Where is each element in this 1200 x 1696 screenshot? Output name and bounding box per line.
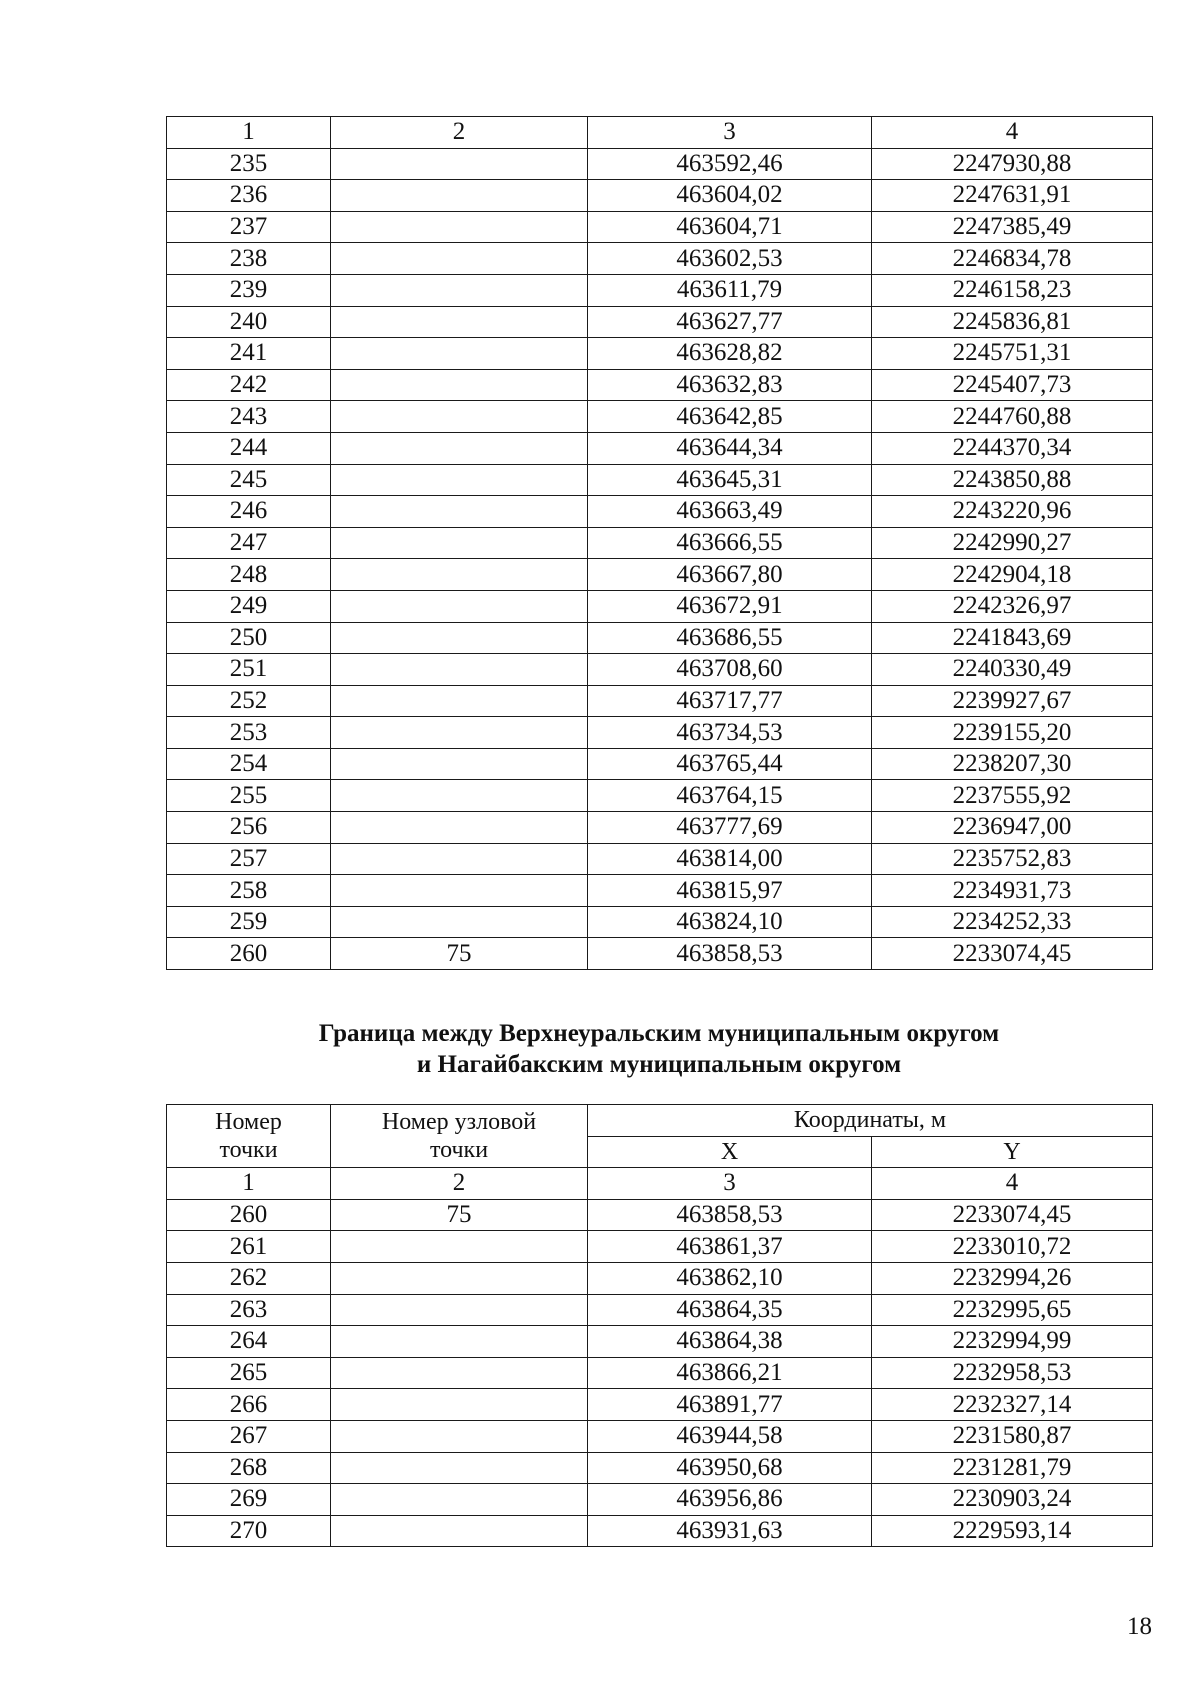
x-coordinate-cell: 463891,77 <box>588 1389 872 1421</box>
y-coordinate-cell: 2233010,72 <box>872 1231 1153 1263</box>
point-number-cell: 248 <box>167 559 331 591</box>
point-number-cell: 259 <box>167 906 331 938</box>
y-coordinate-cell: 2243220,96 <box>872 496 1153 528</box>
table-row <box>167 685 1153 717</box>
table-row <box>167 369 1153 401</box>
x-coordinate-cell: 463644,34 <box>588 432 872 464</box>
x-coordinate-cell: 463944,58 <box>588 1420 872 1452</box>
y-coordinate-cell: 2231580,87 <box>872 1420 1153 1452</box>
node-point-cell <box>331 243 588 275</box>
point-number-cell: 253 <box>167 717 331 749</box>
node-point-cell <box>331 338 588 370</box>
node-point-cell <box>331 1294 588 1326</box>
node-point-cell <box>331 812 588 844</box>
page-number: 18 <box>1127 1613 1152 1640</box>
x-coordinate-cell: 463672,91 <box>588 590 872 622</box>
header-y: Y <box>872 1136 1153 1168</box>
y-coordinate-cell: 2242990,27 <box>872 527 1153 559</box>
point-number-cell: 240 <box>167 306 331 338</box>
section-heading-line-2: и Нагайбакским муниципальным округом <box>416 1051 902 1078</box>
node-point-cell <box>331 496 588 528</box>
point-number-cell: 268 <box>167 1452 331 1484</box>
x-coordinate-cell: 463864,35 <box>588 1294 872 1326</box>
point-number-cell: 265 <box>167 1357 331 1389</box>
x-coordinate-cell: 463666,55 <box>588 527 872 559</box>
y-coordinate-cell: 2247385,49 <box>872 211 1153 243</box>
point-number-cell: 260 <box>167 1199 331 1231</box>
table-row <box>167 1294 1153 1326</box>
x-coordinate-cell: 463864,38 <box>588 1326 872 1358</box>
node-point-cell <box>331 559 588 591</box>
point-number-cell: 242 <box>167 369 331 401</box>
y-coordinate-cell: 2232958,53 <box>872 1357 1153 1389</box>
node-point-cell <box>331 622 588 654</box>
x-coordinate-cell: 463663,49 <box>588 496 872 528</box>
point-number-cell: 252 <box>167 685 331 717</box>
node-point-cell <box>331 780 588 812</box>
table-row <box>167 559 1153 591</box>
node-point-cell <box>331 148 588 180</box>
point-number-cell: 237 <box>167 211 331 243</box>
y-coordinate-cell: 2240330,49 <box>872 654 1153 686</box>
x-coordinate-cell: 463602,53 <box>588 243 872 275</box>
y-coordinate-cell: 2235752,83 <box>872 843 1153 875</box>
node-point-cell <box>331 1484 588 1516</box>
x-coordinate-cell: 463931,63 <box>588 1515 872 1547</box>
x-coordinate-cell: 463642,85 <box>588 401 872 433</box>
point-number-cell: 235 <box>167 148 331 180</box>
y-coordinate-cell: 2236947,00 <box>872 812 1153 844</box>
node-point-cell: 75 <box>331 938 588 970</box>
table-row <box>167 812 1153 844</box>
point-number-cell: 245 <box>167 464 331 496</box>
y-coordinate-cell: 2243850,88 <box>872 464 1153 496</box>
x-coordinate-cell: 463862,10 <box>588 1262 872 1294</box>
point-number-cell: 246 <box>167 496 331 528</box>
section-heading-line-1: Граница между Верхнеуральским муниципальным округом <box>318 1020 1000 1047</box>
x-coordinate-cell: 463858,53 <box>588 938 872 970</box>
x-coordinate-cell: 463667,80 <box>588 559 872 591</box>
table-row <box>167 906 1153 938</box>
node-point-cell <box>331 717 588 749</box>
point-number-cell: 256 <box>167 812 331 844</box>
y-coordinate-cell: 2232994,99 <box>872 1326 1153 1358</box>
node-point-cell <box>331 1389 588 1421</box>
x-coordinate-cell: 463708,60 <box>588 654 872 686</box>
y-coordinate-cell: 2247631,91 <box>872 180 1153 212</box>
point-number-cell: 257 <box>167 843 331 875</box>
x-coordinate-cell: 463604,02 <box>588 180 872 212</box>
table-row <box>167 590 1153 622</box>
y-coordinate-cell: 2238207,30 <box>872 748 1153 780</box>
x-coordinate-cell: 463632,83 <box>588 369 872 401</box>
x-coordinate-cell: 463764,15 <box>588 780 872 812</box>
point-number-cell: 239 <box>167 274 331 306</box>
table-row <box>167 1389 1153 1421</box>
node-point-cell <box>331 685 588 717</box>
table-row <box>167 622 1153 654</box>
node-point-cell <box>331 875 588 907</box>
node-point-cell <box>331 1515 588 1547</box>
column-number-row <box>167 117 1153 149</box>
y-coordinate-cell: 2239927,67 <box>872 685 1153 717</box>
table-row <box>167 748 1153 780</box>
point-number-cell: 261 <box>167 1231 331 1263</box>
header-coordinates: Координаты, м <box>588 1105 1153 1137</box>
y-coordinate-cell: 2232994,26 <box>872 1262 1153 1294</box>
point-number-cell: 264 <box>167 1326 331 1358</box>
y-coordinate-cell: 2244760,88 <box>872 401 1153 433</box>
x-coordinate-cell: 463592,46 <box>588 148 872 180</box>
y-coordinate-cell: 2233074,45 <box>872 1199 1153 1231</box>
header-row-1 <box>167 1105 1153 1137</box>
x-coordinate-cell: 463686,55 <box>588 622 872 654</box>
x-coordinate-cell: 463777,69 <box>588 812 872 844</box>
y-coordinate-cell: 2231281,79 <box>872 1452 1153 1484</box>
point-number-cell: 243 <box>167 401 331 433</box>
y-coordinate-cell: 2232995,65 <box>872 1294 1153 1326</box>
table-row <box>167 654 1153 686</box>
y-coordinate-cell: 2229593,14 <box>872 1515 1153 1547</box>
y-coordinate-cell: 2245407,73 <box>872 369 1153 401</box>
table-row <box>167 432 1153 464</box>
x-coordinate-cell: 463824,10 <box>588 906 872 938</box>
table-row <box>167 338 1153 370</box>
node-point-cell <box>331 527 588 559</box>
coordinates-table-body <box>167 117 1153 970</box>
node-point-cell <box>331 748 588 780</box>
point-number-cell: 267 <box>167 1420 331 1452</box>
y-coordinate-cell: 2242904,18 <box>872 559 1153 591</box>
column-number-1: 1 <box>167 1168 331 1200</box>
node-point-cell <box>331 1420 588 1452</box>
node-point-cell <box>331 432 588 464</box>
column-number-row <box>167 1168 1153 1200</box>
node-point-cell <box>331 1231 588 1263</box>
x-coordinate-cell: 463858,53 <box>588 1199 872 1231</box>
y-coordinate-cell: 2246834,78 <box>872 243 1153 275</box>
point-number-cell: 251 <box>167 654 331 686</box>
node-point-cell <box>331 654 588 686</box>
point-number-cell: 258 <box>167 875 331 907</box>
y-coordinate-cell: 2246158,23 <box>872 274 1153 306</box>
section-heading <box>166 1018 1152 1080</box>
node-point-cell <box>331 464 588 496</box>
table-row <box>167 274 1153 306</box>
column-number-2: 2 <box>331 117 588 149</box>
boundary-coordinates-table-body <box>167 1105 1153 1547</box>
x-coordinate-cell: 463604,71 <box>588 211 872 243</box>
column-number-2: 2 <box>331 1168 588 1200</box>
node-point-cell <box>331 180 588 212</box>
y-coordinate-cell: 2244370,34 <box>872 432 1153 464</box>
table-row <box>167 243 1153 275</box>
point-number-cell: 250 <box>167 622 331 654</box>
node-point-cell <box>331 211 588 243</box>
table-row <box>167 1420 1153 1452</box>
table-row <box>167 1484 1153 1516</box>
x-coordinate-cell: 463950,68 <box>588 1452 872 1484</box>
node-point-cell <box>331 843 588 875</box>
point-number-cell: 244 <box>167 432 331 464</box>
point-number-cell: 254 <box>167 748 331 780</box>
column-number-4: 4 <box>872 1168 1153 1200</box>
point-number-cell: 249 <box>167 590 331 622</box>
table-row <box>167 1357 1153 1389</box>
table-row <box>167 496 1153 528</box>
node-point-cell <box>331 1326 588 1358</box>
node-point-cell <box>331 401 588 433</box>
table-row <box>167 211 1153 243</box>
x-coordinate-cell: 463645,31 <box>588 464 872 496</box>
table-row <box>167 527 1153 559</box>
x-coordinate-cell: 463815,97 <box>588 875 872 907</box>
table-row <box>167 148 1153 180</box>
point-number-cell: 238 <box>167 243 331 275</box>
column-number-1: 1 <box>167 117 331 149</box>
x-coordinate-cell: 463611,79 <box>588 274 872 306</box>
node-point-cell <box>331 1262 588 1294</box>
node-point-cell <box>331 1452 588 1484</box>
y-coordinate-cell: 2230903,24 <box>872 1484 1153 1516</box>
table-row <box>167 843 1153 875</box>
point-number-cell: 241 <box>167 338 331 370</box>
table-row <box>167 1262 1153 1294</box>
point-number-cell: 266 <box>167 1389 331 1421</box>
y-coordinate-cell: 2234252,33 <box>872 906 1153 938</box>
header-point-number: Номер точки <box>167 1105 331 1168</box>
y-coordinate-cell: 2247930,88 <box>872 148 1153 180</box>
point-number-cell: 262 <box>167 1262 331 1294</box>
y-coordinate-cell: 2232327,14 <box>872 1389 1153 1421</box>
point-number-cell: 270 <box>167 1515 331 1547</box>
node-point-cell <box>331 1357 588 1389</box>
x-coordinate-cell: 463717,77 <box>588 685 872 717</box>
x-coordinate-cell: 463627,77 <box>588 306 872 338</box>
y-coordinate-cell: 2245836,81 <box>872 306 1153 338</box>
point-number-cell: 236 <box>167 180 331 212</box>
table-row <box>167 1515 1153 1547</box>
column-number-4: 4 <box>872 117 1153 149</box>
table-row <box>167 1452 1153 1484</box>
boundary-coordinates-table <box>166 1104 1153 1547</box>
node-point-cell <box>331 306 588 338</box>
column-number-3: 3 <box>588 1168 872 1200</box>
header-node-point-number: Номер узловой точки <box>331 1105 588 1168</box>
table-row <box>167 464 1153 496</box>
column-number-3: 3 <box>588 117 872 149</box>
table-row <box>167 180 1153 212</box>
table-row <box>167 1326 1153 1358</box>
table-row <box>167 306 1153 338</box>
table-row <box>167 717 1153 749</box>
point-number-cell: 269 <box>167 1484 331 1516</box>
x-coordinate-cell: 463734,53 <box>588 717 872 749</box>
node-point-cell <box>331 906 588 938</box>
y-coordinate-cell: 2239155,20 <box>872 717 1153 749</box>
point-number-cell: 247 <box>167 527 331 559</box>
table-row <box>167 401 1153 433</box>
table-row <box>167 875 1153 907</box>
node-point-cell <box>331 369 588 401</box>
point-number-cell: 260 <box>167 938 331 970</box>
y-coordinate-cell: 2242326,97 <box>872 590 1153 622</box>
x-coordinate-cell: 463765,44 <box>588 748 872 780</box>
y-coordinate-cell: 2245751,31 <box>872 338 1153 370</box>
x-coordinate-cell: 463814,00 <box>588 843 872 875</box>
x-coordinate-cell: 463866,21 <box>588 1357 872 1389</box>
table-row <box>167 938 1153 970</box>
y-coordinate-cell: 2234931,73 <box>872 875 1153 907</box>
y-coordinate-cell: 2241843,69 <box>872 622 1153 654</box>
table-row <box>167 780 1153 812</box>
y-coordinate-cell: 2237555,92 <box>872 780 1153 812</box>
y-coordinate-cell: 2233074,45 <box>872 938 1153 970</box>
node-point-cell <box>331 274 588 306</box>
node-point-cell: 75 <box>331 1199 588 1231</box>
point-number-cell: 255 <box>167 780 331 812</box>
x-coordinate-cell: 463956,86 <box>588 1484 872 1516</box>
node-point-cell <box>331 590 588 622</box>
coordinates-table-continued <box>166 116 1153 970</box>
table-row <box>167 1231 1153 1263</box>
header-x: X <box>588 1136 872 1168</box>
x-coordinate-cell: 463628,82 <box>588 338 872 370</box>
table-row <box>167 1199 1153 1231</box>
x-coordinate-cell: 463861,37 <box>588 1231 872 1263</box>
point-number-cell: 263 <box>167 1294 331 1326</box>
